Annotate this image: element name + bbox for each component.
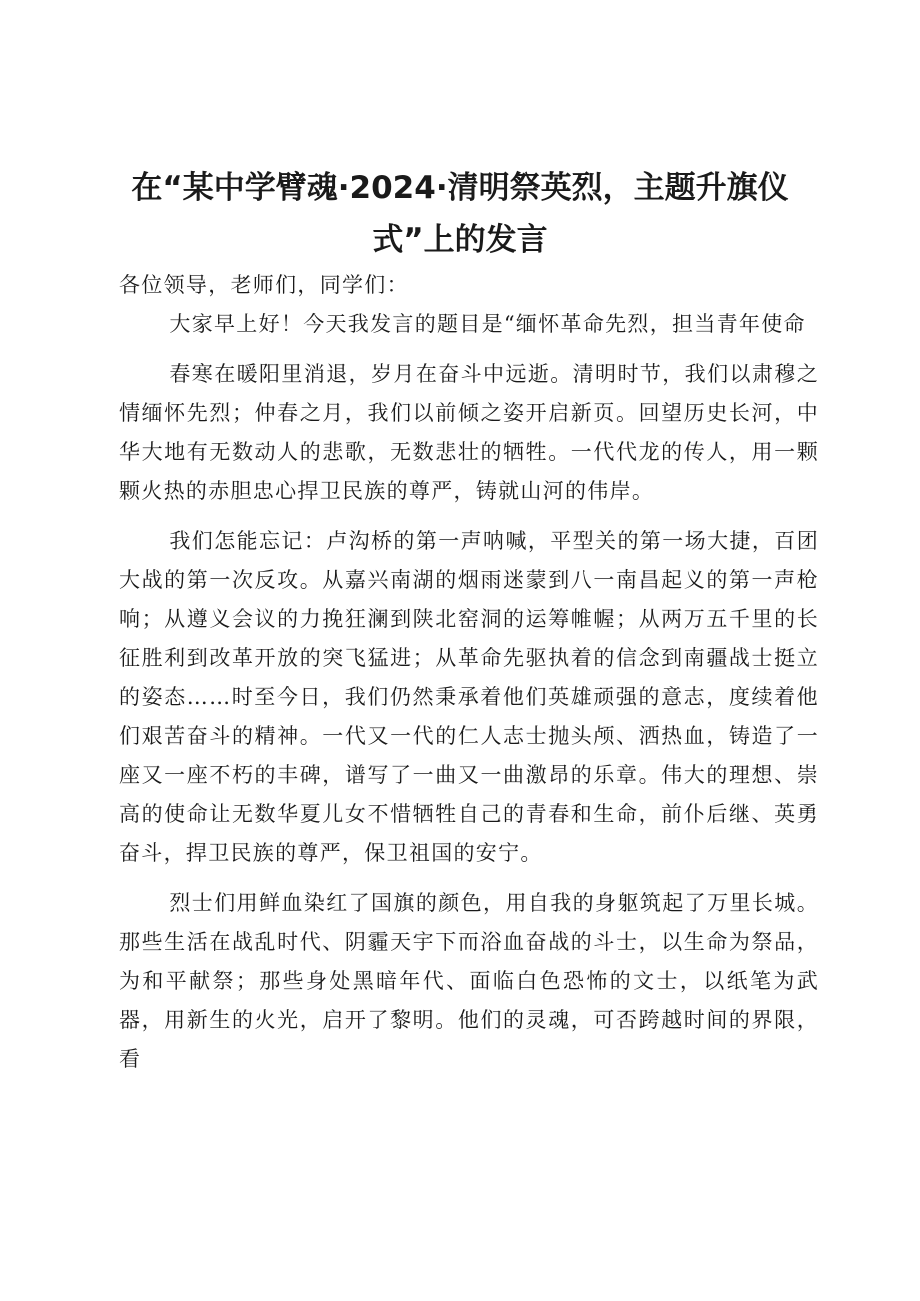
paragraph-martyrs: 烈士们用鲜血染红了国旗的颜色，用自我的身躯筑起了万里长城。那些生活在战乱时代、阴霾天宇下而浴血奋战的斗士，以生命为祭品，为和平献祭；那些身处黑暗年代、面临白色恐怖的文士，以纸笔为武器，用新生的火光，启开了黎明。他们的灵魂，可否跨越时间的界限，看 — [119, 891, 819, 1071]
paragraph-opening: 大家早上好！今天我发言的题目是“缅怀革命先烈，担当青年使命 — [169, 312, 806, 336]
paragraph-spring: 春寒在暖阳里消退，岁月在奋斗中远逝。清明时节，我们以肃穆之情缅怀先烈；仲春之月，我们以前倾之姿开启新页。回望历史长河，中华大地有无数动人的悲歌，无数悲壮的牺牲。一代代龙的传人，用一颗颗火热的赤胆忠心捍卫民族的尊严，铸就山河的伟岸。 — [119, 362, 819, 503]
salutation: 各位领导，老师们，同学们： — [119, 273, 409, 297]
document-body — [119, 266, 819, 1090]
document-title: 在“某中学臂魂·2024·清明祭英烈，主题升旗仪式”上的发言 — [131, 170, 789, 258]
paragraph-history: 我们怎能忘记：卢沟桥的第一声呐喊，平型关的第一场大捷，百团大战的第一次反攻。从嘉兴南湖的烟雨迷蒙到八一南昌起义的第一声枪响；从遵义会议的力挽狂澜到陕北窑洞的运筹帷幄；从两万五千里的长征胜利到改革开放的突飞猛进；从革命先驱执着的信念到南疆战士挺立的姿态……时至今日，我们仍然秉承着他们英雄顽强的意志，度续着他们艰苦奋斗的精神。一代又一代的仁人志士抛头颅、洒热血，铸造了一座又一座不朽的丰碑，谱写了一曲又一曲激昂的乐章。伟大的理想、崇高的使命让无数华夏儿女不惜牺牲自己的青春和生命，前仆后继、英勇奋斗，捍卫民族的尊严，保卫祖国的安宁。 — [119, 529, 819, 865]
